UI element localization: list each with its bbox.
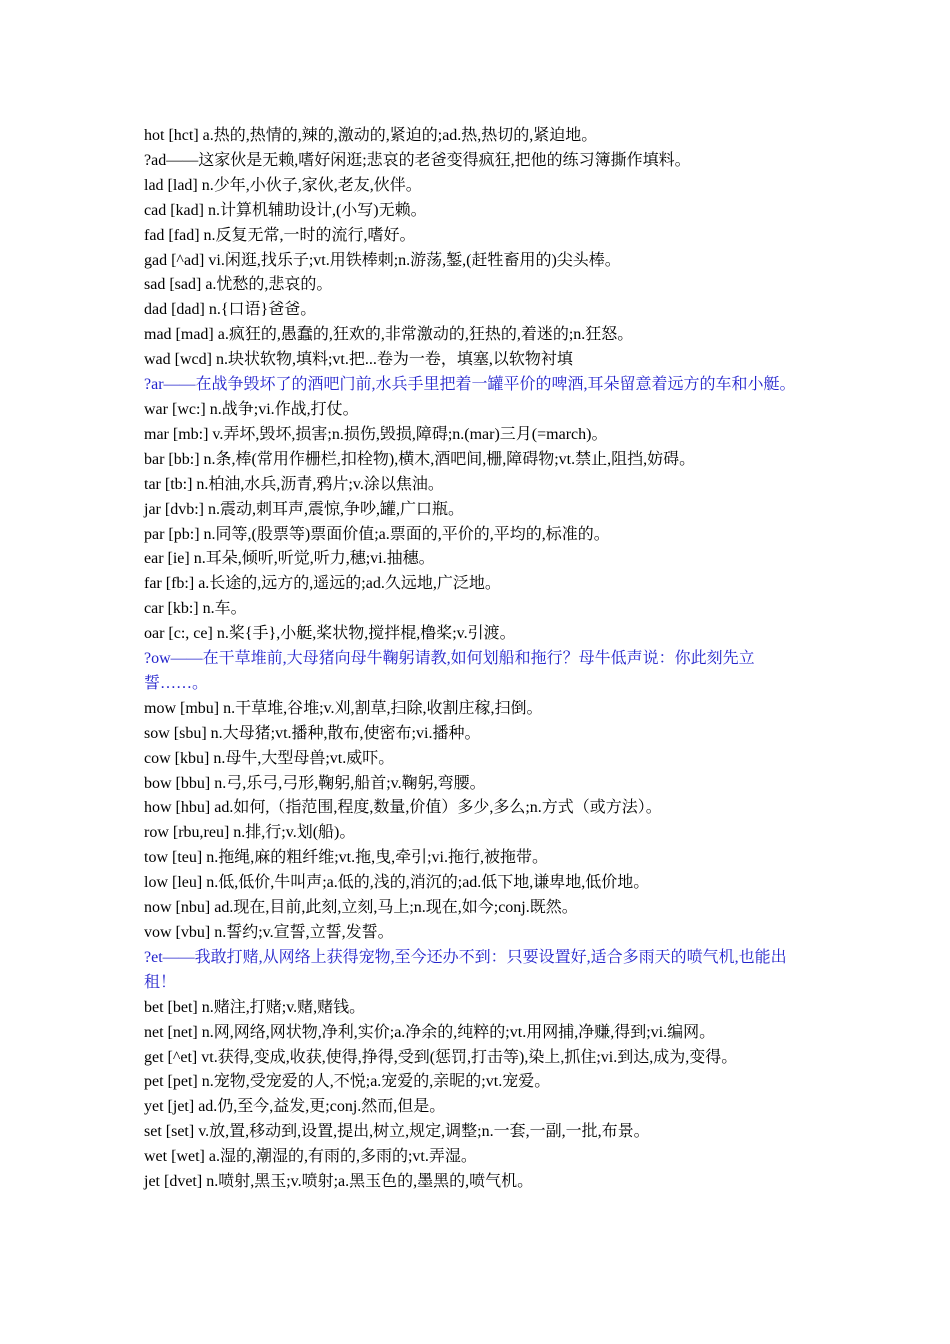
mnemonic-heading: ?ow——在干草堆前,大母猪向母牛鞠躬请教,如何划船和拖行？母牛低声说：你此刻先立誓……。: [144, 650, 755, 692]
vocab-entry: ear [ie] n.耳朵,倾听,听觉,听力,穗;vi.抽穗。: [144, 550, 435, 568]
vocab-entry: mow [mbu] n.干草堆,谷堆;v.刈,割草,扫除,收割庄稼,扫倒。: [144, 699, 543, 717]
vocab-entry: jar [dvb:] n.震动,刺耳声,震惊,争吵,罐,广口瓶。: [144, 500, 464, 518]
vocab-entry: pet [pet] n.宠物,受宠爱的人,不悦;a.宠爱的,亲昵的;vt.宠爱。: [144, 1073, 551, 1091]
vocab-entry: mad [mad] a.疯狂的,愚蠢的,狂欢的,非常激动的,狂热的,着迷的;n.狂怒。: [144, 326, 634, 344]
vocab-entry: wad [wcd] n.块状软物,填料;vt.把...卷为一卷，填塞,以软物衬填: [144, 351, 573, 369]
document-page: [144, 124, 814, 1195]
vocab-entry: mar [mb:] v.弄坏,毁坏,损害;n.损伤,毁损,障碍;n.(mar)三月(=march)。: [144, 425, 608, 443]
vocab-entry: cad [kad] n.计算机辅助设计,(小写)无赖。: [144, 201, 427, 219]
vocab-entry: sow [sbu] n.大母猪;vt.播种,散布,使密布;vi.播种。: [144, 724, 481, 742]
vocab-entry: get [^et] vt.获得,变成,收获,使得,挣得,受到(惩罚,打击等),染上,抓住;vi.到达,成为,变得。: [144, 1048, 738, 1066]
vocab-entry: dad [dad] n.{口语}爸爸。: [144, 301, 317, 319]
vocab-entry: tar [tb:] n.柏油,水兵,沥青,鸦片;v.涂以焦油。: [144, 475, 444, 493]
vocab-entry: now [nbu] ad.现在,目前,此刻,立刻,马上;n.现在,如今;conj.既然。: [144, 899, 578, 917]
vocab-entry: lad [lad] n.少年,小伙子,家伙,老友,伙伴。: [144, 176, 422, 194]
vocab-entry: cow [kbu] n.母牛,大型母兽;vt.威吓。: [144, 749, 395, 767]
vocab-entry: low [leu] n.低,低价,牛叫声;a.低的,浅的,消沉的;ad.低下地,谦卑地,低价地。: [144, 874, 650, 892]
vocab-entry: tow [teu] n.拖绳,麻的粗纤维;vt.拖,曳,牵引;vi.拖行,被拖带。: [144, 849, 548, 867]
vocab-entry: bow [bbu] n.弓,乐弓,弓形,鞠躬,船首;v.鞠躬,弯腰。: [144, 774, 486, 792]
vocab-entry: oar [c:, ce] n.桨{手},小艇,桨状物,搅拌棍,橹桨;v.引渡。: [144, 625, 516, 643]
vocab-entry: bar [bb:] n.条,棒(常用作栅栏,扣栓物),横木,酒吧间,栅,障碍物;vt.禁止,阻挡,妨碍。: [144, 450, 696, 468]
vocab-entry: net [net] n.网,网络,网状物,净利,实价;a.净余的,纯粹的;vt.用网捕,净赚,得到;vi.编网。: [144, 1023, 716, 1041]
vocab-entry: how [hbu] ad.如何,（指范围,程度,数量,价值）多少,多么;n.方式（或方法）。: [144, 799, 662, 817]
vocab-entry: par [pb:] n.同等,(股票等)票面价值;a.票面的,平价的,平均的,标准的。: [144, 525, 610, 543]
vocab-entry: hot [hct] a.热的,热情的,辣的,激动的,紧迫的;ad.热,热切的,紧迫地。: [144, 127, 598, 144]
vocab-entry: fad [fad] n.反复无常,一时的流行,嗜好。: [144, 226, 416, 244]
vocab-entry: yet [jet] ad.仍,至今,益发,更;conj.然而,但是。: [144, 1098, 446, 1116]
vocab-entry: far [fb:] a.长途的,远方的,遥远的;ad.久远地,广泛地。: [144, 575, 501, 593]
vocab-entry: vow [vbu] n.誓约;v.宣誓,立誓,发誓。: [144, 924, 394, 941]
vocab-entry: war [wc:] n.战争;vi.作战,打仗。: [144, 400, 359, 418]
mnemonic-heading: ?et——我敢打赌,从网络上获得宠物,至今还办不到：只要设置好,适合多雨天的喷气机,也能出租！: [144, 948, 787, 991]
vocab-entry: wet [wet] a.湿的,潮湿的,有雨的,多雨的;vt.弄湿。: [144, 1148, 477, 1166]
vocab-entry: row [rbu,reu] n.排,行;v.划(船)。: [144, 824, 356, 842]
mnemonic-heading: ?ar——在战争毁坏了的酒吧门前,水兵手里把着一罐平价的啤酒,耳朵留意着远方的车和小艇。: [144, 376, 796, 394]
vocab-entry: car [kb:] n.车。: [144, 600, 247, 618]
vocab-entry: bet [bet] n.赌注,打赌;v.赌,赌钱。: [144, 998, 366, 1016]
vocab-entry: gad [^ad] vi.闲逛,找乐子;vt.用铁棒刺;n.游荡,錾,(赶牲畜用的)尖头棒。: [144, 251, 621, 269]
vocab-entry: ?ad——这家伙是无赖,嗜好闲逛;悲哀的老爸变得疯狂,把他的练习簿撕作填料。: [144, 151, 691, 169]
vocab-entry: sad [sad] a.忧愁的,悲哀的。: [144, 276, 333, 294]
vocab-entry: set [set] v.放,置,移动到,设置,提出,树立,规定,调整;n.一套,一副,一批,布景。: [144, 1123, 650, 1141]
vocab-entry: jet [dvet] n.喷射,黑玉;v.喷射;a.黑玉色的,墨黑的,喷气机。: [144, 1173, 534, 1191]
